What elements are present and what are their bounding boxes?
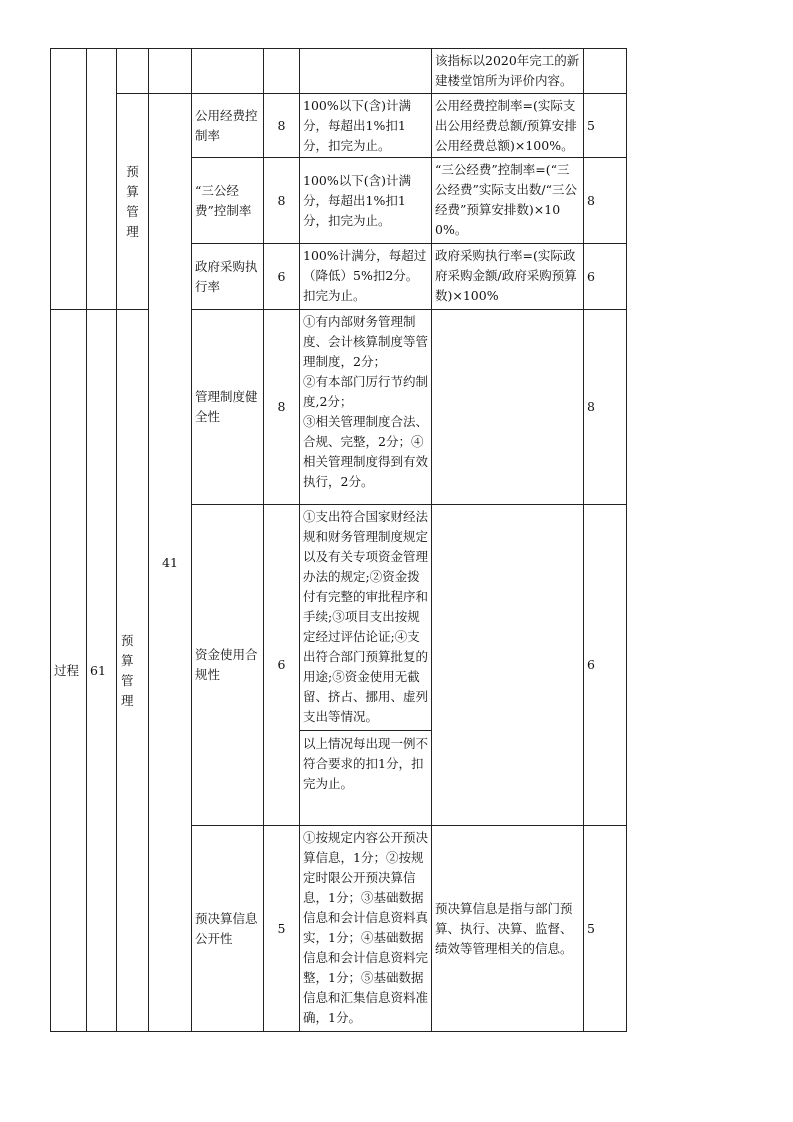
item-score-info-disclosure: 5	[263, 825, 300, 1032]
item-final-public-funds: 5	[583, 93, 627, 158]
rule-part-3: ③相关管理制度合法、合规、完整，2分；④相关管理制度得到有效执行，2分。	[303, 414, 429, 489]
item-rule-mgmt-system	[299, 309, 432, 505]
cell-top-col9	[583, 48, 627, 94]
item-rule-info-disclosure: ①按规定内容公开预决算信息，1分；②按规定时限公开预决算信息，1分；③基础数据信息和会计信息资料真实，1分；④基础数据信息和会计信息资料完整，1分；⑤基础数据信息和汇集信息资料准确，1分。	[299, 825, 432, 1032]
cell-top-col1	[50, 48, 87, 310]
rule-extra: 以上情况每出现一例不符合要求的扣1分，扣完为止。	[300, 730, 431, 794]
item-note-three-public: “三公经费”控制率=(“三公经费”实际支出数/“三公经费”预算安排数)×100%。	[431, 157, 584, 244]
item-rule-fund-compliance	[299, 504, 432, 826]
item-score-three-public: 8	[263, 157, 300, 244]
item-name-fund-compliance: 资金使用合规性	[191, 504, 264, 826]
item-name-mgmt-system: 管理制度健全性	[191, 309, 264, 505]
cell-top-col6	[263, 48, 300, 94]
item-rule-three-public: 100%以下(含)计满分，每超出1%扣1分，扣完为止。	[299, 157, 432, 244]
item-name-public-funds: 公用经费控制率	[191, 93, 264, 158]
item-note-fund-compliance	[431, 504, 584, 826]
top-note-cell: 该指标以2020年完工的新建楼堂馆所为评价内容。	[431, 48, 584, 94]
item-final-fund-compliance: 6	[583, 504, 627, 826]
item-final-info-disclosure: 5	[583, 825, 627, 1032]
item-score-mgmt-system: 8	[263, 309, 300, 505]
item-final-procurement: 6	[583, 243, 627, 310]
item-final-three-public: 8	[583, 157, 627, 244]
lv2-score-cell: 41	[148, 93, 192, 1032]
rule-part-2: ②有本部门厉行节约制度,2分；	[303, 374, 429, 409]
cell-top-col5	[191, 48, 264, 94]
cell-top-col3	[116, 48, 149, 94]
cell-top-col4	[148, 48, 192, 94]
cell-top-col2	[86, 48, 117, 310]
cell-top-col7	[299, 48, 432, 94]
item-note-procurement: 政府采购执行率=(实际政府采购金额/政府采购预算数)×100%	[431, 243, 584, 310]
item-rule-procurement: 100%计满分，每超过（降低）5%扣2分。扣完为止。	[299, 243, 432, 310]
item-note-mgmt-system	[431, 309, 584, 505]
rule-part-1: ①有内部财务管理制度、会计核算制度等管理制度，2分；	[303, 314, 429, 369]
lv2-label: 预算管理	[116, 309, 149, 1032]
lv1-label: 过程	[50, 309, 87, 1032]
item-name-info-disclosure: 预决算信息公开性	[191, 825, 264, 1032]
item-name-procurement: 政府采购执行率	[191, 243, 264, 310]
item-name-three-public: “三公经费”控制率	[191, 157, 264, 244]
item-note-public-funds: 公用经费控制率=(实际支出公用经费总额/预算安排公用经费总额)×100%。	[431, 93, 584, 158]
budget-group-label: 预算管理	[116, 93, 149, 310]
lv1-score: 61	[86, 309, 117, 1032]
item-note-info-disclosure: 预决算信息是指与部门预算、执行、决算、监督、绩效等管理相关的信息。	[431, 825, 584, 1032]
item-final-mgmt-system: 8	[583, 309, 627, 505]
item-score-public-funds: 8	[263, 93, 300, 158]
rule-main: ①支出符合国家财经法规和财务管理制度规定以及有关专项资金管理办法的规定;②资金拨付有完整的审批程序和手续;③项目支出按规定经过评估论证;④支出符合部门预算批复的用途;⑤资金使用无截留、挤占、挪用、虚列支出等情况。	[303, 509, 429, 724]
item-score-fund-compliance: 6	[263, 504, 300, 826]
item-rule-public-funds: 100%以下(含)计满分，每超出1%扣1分，扣完为止。	[299, 93, 432, 158]
item-score-procurement: 6	[263, 243, 300, 310]
